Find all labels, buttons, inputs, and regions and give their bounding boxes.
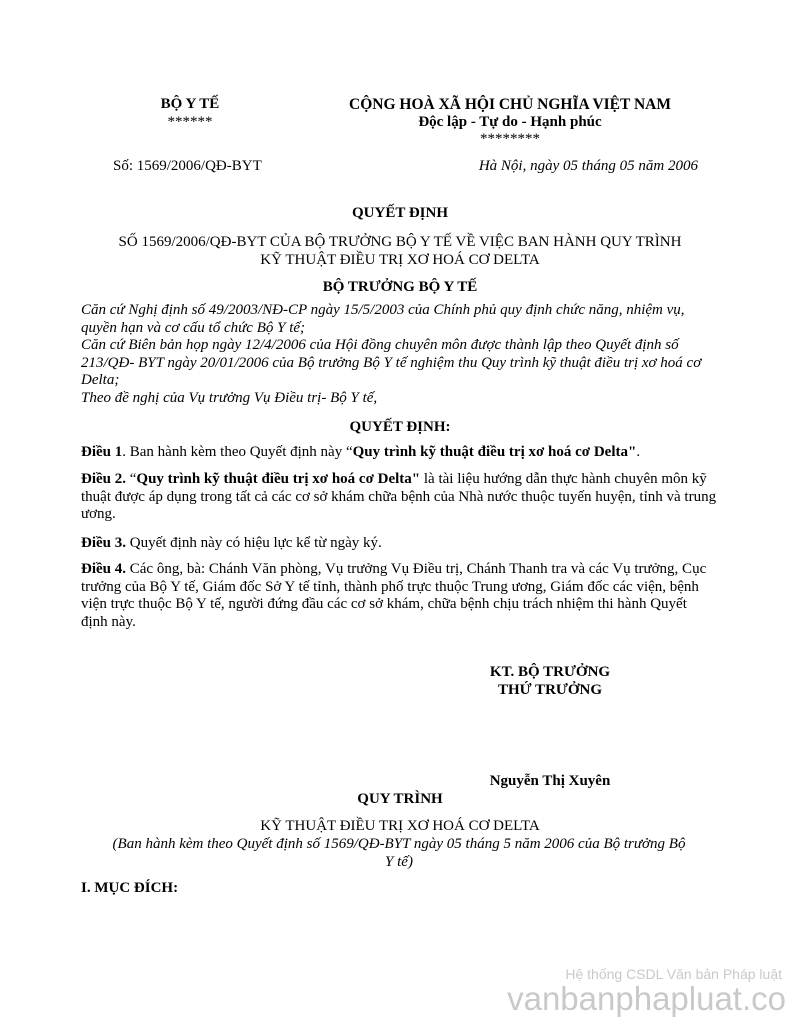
decision-subtitle-line2: KỸ THUẬT ĐIỀU TRỊ XƠ HOÁ CƠ DELTA [260,252,540,268]
motto-stars: ******** [480,131,540,147]
article-2 [81,471,717,524]
watermark-site: vanbanphapluat.co [507,980,786,1017]
watermark-caption: Hệ thống CSDL Văn bản Pháp luật [565,966,782,982]
article-text-end: . [636,444,641,460]
signer-name: Nguyễn Thị Xuyên [489,773,611,789]
article-label: Điều 2. [81,471,126,487]
article-label: Điều 1 [81,444,123,460]
article-4 [81,561,717,631]
section-heading: I. MỤC ĐÍCH: [81,880,179,896]
nation-title: CỘNG HOÀ XÃ HỘI CHỦ NGHĨA VIỆT NAM [349,96,671,113]
legal-bases [81,302,717,407]
motto: Độc lập - Tự do - Hạnh phúc [418,114,602,130]
legal-basis: Căn cứ Nghị định số 49/2003/NĐ-CP ngày 15/5/2003 của Chính phủ quy định chức năng, nhiệm vụ, quyền hạn và cơ cấu tổ chức Bộ Y tế; [81,302,685,336]
article-3 [81,535,717,553]
article-text: Quyết định này có hiệu lực kể từ ngày ký. [126,535,382,551]
article-1 [81,444,717,462]
procedure-subtitle: KỸ THUẬT ĐIỀU TRỊ XƠ HOÁ CƠ DELTA [260,818,540,834]
ministry-name: BỘ Y TẾ [160,96,220,112]
procedure-note-line1: (Ban hành kèm theo Quyết định số 1569/QĐ-BYT ngày 05 tháng 5 năm 2006 của Bộ trưởng Bộ [112,836,686,852]
procedure-title: QUY TRÌNH [357,791,443,807]
legal-basis: Căn cứ Biên bản họp ngày 12/4/2006 của Hội đồng chuyên môn được thành lập theo Quyết định số 213/QĐ- BYT ngày 20/01/2006 của Bộ trưởng Bộ Y tế nghiệm thu Quy trình kỹ thuật điều trị xơ hoá cơ Delta; [81,337,702,388]
procedure-name: Quy trình kỹ thuật điều trị xơ hoá cơ Delta" [352,444,637,460]
procedure-name: Quy trình kỹ thuật điều trị xơ hoá cơ Delta" [136,471,421,487]
signature-title-2: THỨ TRƯỞNG [497,682,603,698]
article-text: Các ông, bà: Chánh Văn phòng, Vụ trưởng Vụ Điều trị, Chánh Thanh tra và các Vụ trưởng, Cục trưởng của Bộ Y tế, Giám đốc Sở Y tế tỉnh, thành phố trực thuộc Trung ương, Giám đốc các viện, bệnh viện trực thuộc Bộ Y tế, người đứng đầu các cơ sở khám, chữa bệnh chịu trách nhiệm thi hành Quyết định này. [81,561,707,630]
article-label: Điều 3. [81,535,126,551]
article-text-end: là tài liệu hướng dẫn thực hành chuyên môn kỹ thuật được áp dụng trong tất cả các cơ sở khám chữa bệnh của Nhà nước thuộc tuyến huyện, tỉnh và trung ương. [81,471,717,522]
signature-title-1: KT. BỘ TRƯỞNG [489,664,611,680]
procedure-note-line2: Y tế) [385,854,413,870]
article-text: “ [126,471,137,487]
decides-heading: QUYẾT ĐỊNH: [349,419,451,435]
decision-title: QUYẾT ĐỊNH [352,205,448,221]
document-number: Số: 1569/2006/QĐ-BYT [113,158,262,174]
article-label: Điều 4. [81,561,126,577]
decision-subtitle-line1: SỐ 1569/2006/QĐ-BYT CỦA BỘ TRƯỞNG BỘ Y TẾ VỀ VIỆC BAN HÀNH QUY TRÌNH [118,234,682,250]
ministry-stars: ****** [167,114,213,130]
article-text: . Ban hành kèm theo Quyết định này “ [122,444,353,460]
place-date: Hà Nội, ngày 05 tháng 05 năm 2006 [478,158,698,174]
authority: BỘ TRƯỞNG BỘ Y TẾ [322,279,478,295]
legal-basis: Theo đề nghị của Vụ trưởng Vụ Điều trị- Bộ Y tế, [81,389,378,406]
